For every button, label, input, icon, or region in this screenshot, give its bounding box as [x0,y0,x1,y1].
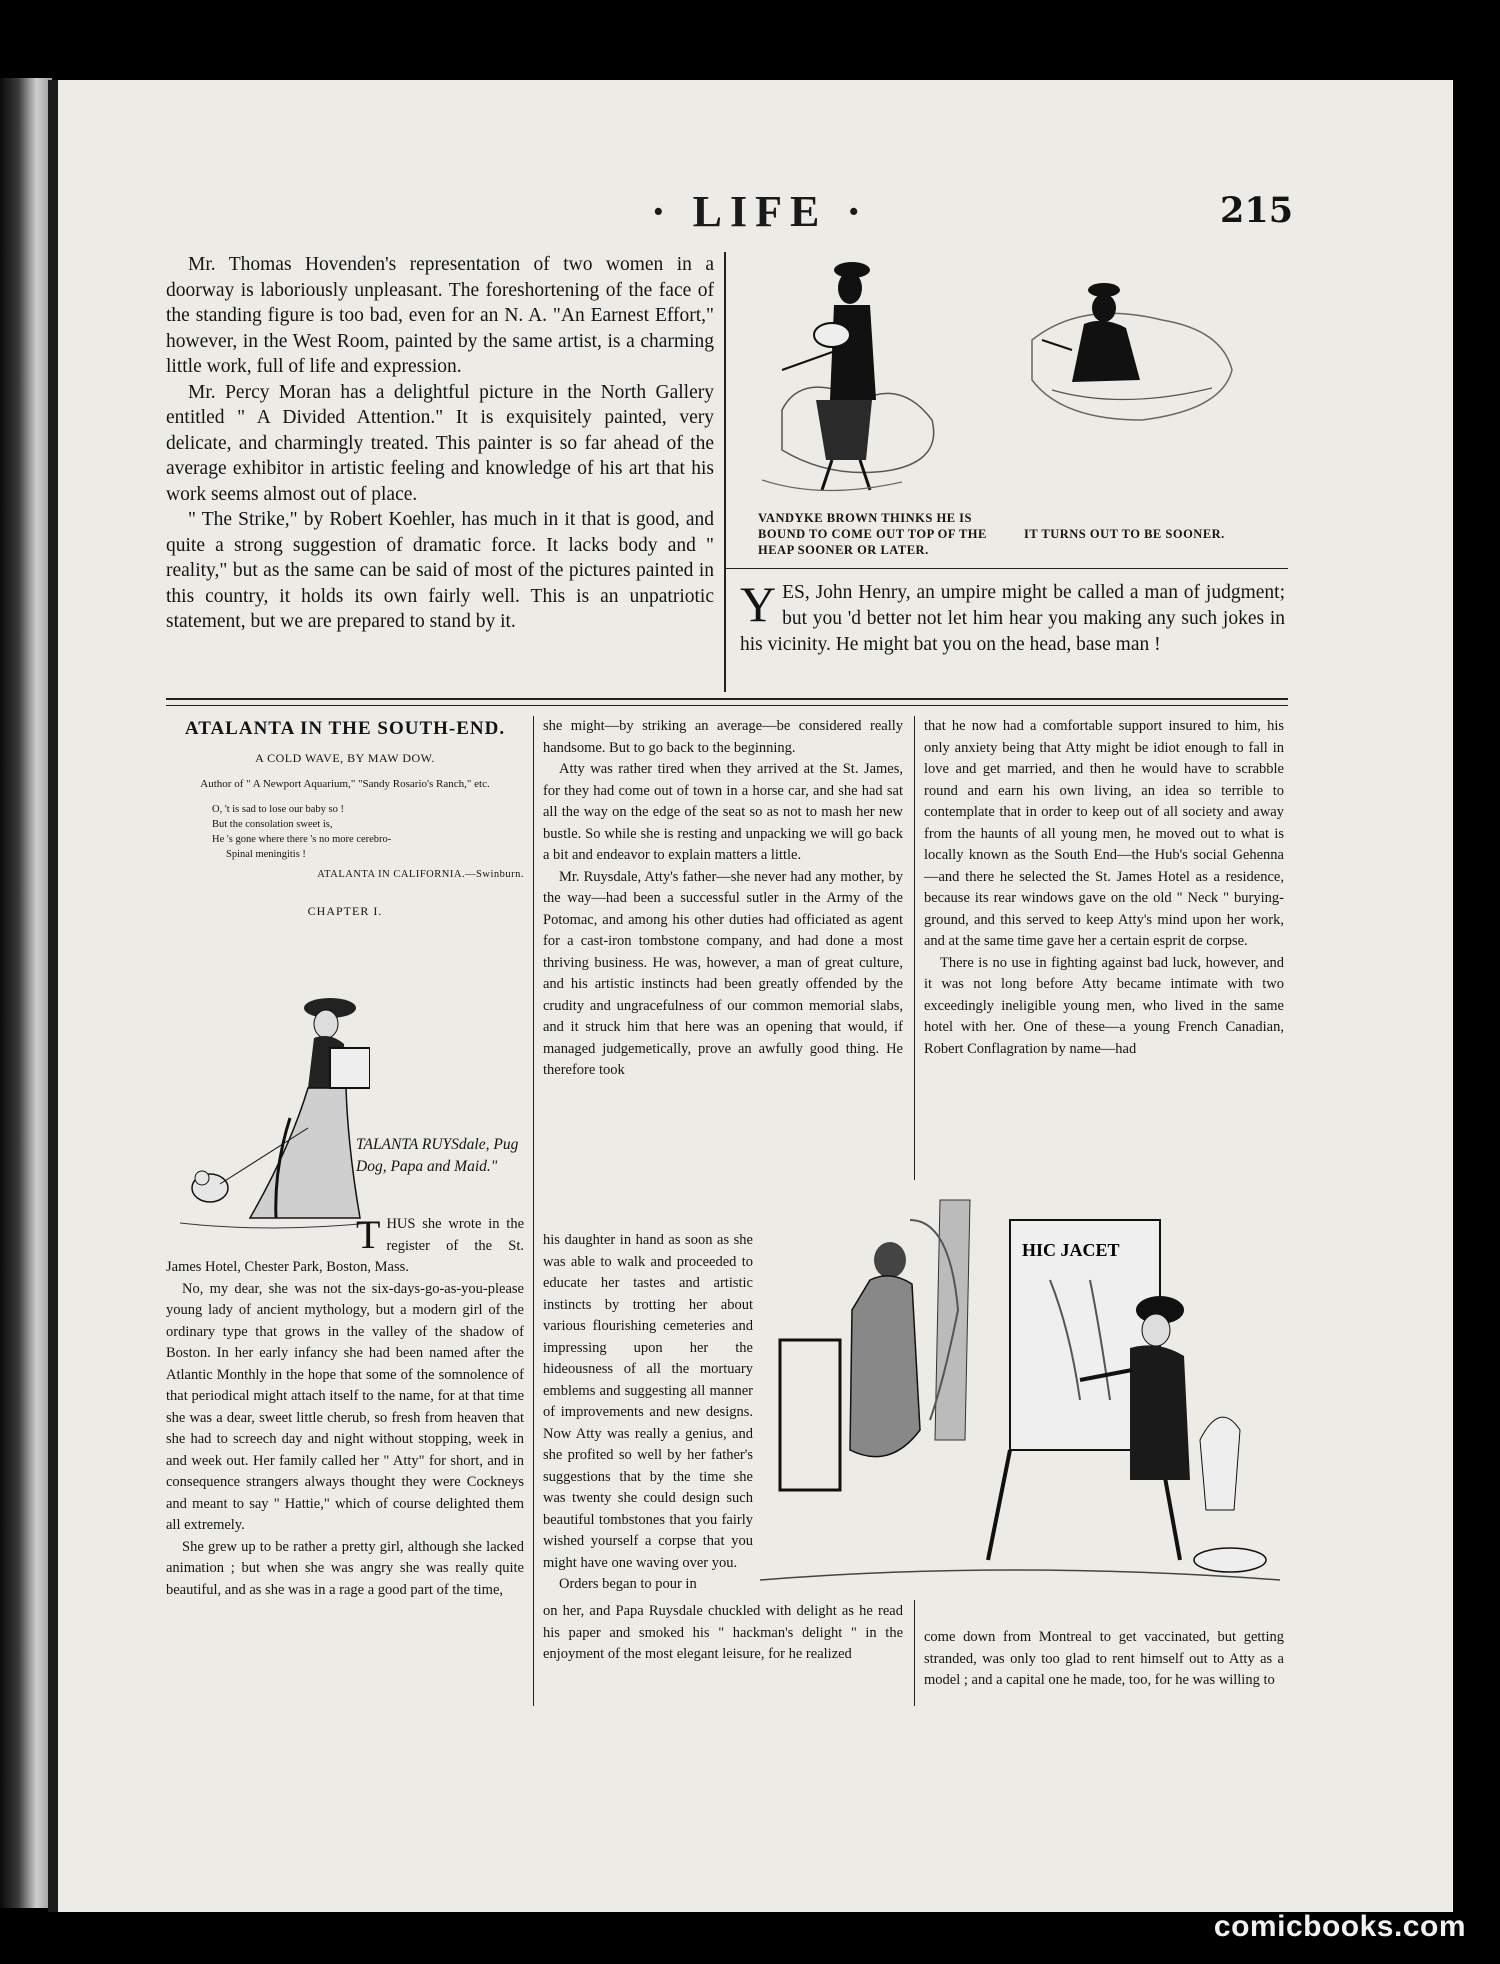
painter-cartoon [742,250,1282,510]
story-column-1-body [166,1214,524,1601]
drop-cap-y: Y [740,576,777,632]
story-paragraph: There is no use in fighting against bad luck, however, and it was not long before Atty became intimate with two exceedingly ineligible young men, who lived in the same hotel with her. One of these—a young French Canadian, Robert Conflagration by name—had [924,954,1284,1057]
author-credits: Author of " A Newport Aquarium," "Sandy Rosario's Ranch," etc. [200,777,490,790]
column-divider [533,716,534,1706]
epigraph-line: Spinal meningitis ! [226,848,306,860]
review-paragraph: " The Strike," by Robert Koehler, has much in it that is good, and quite a strong suggestion of dramatic force. It lacks body and " reality," but as the same can be said of most of the pictures painted in this country, it holds its own fairly well. This is an unpatriotic statement, but we are prepared to stand by it. [166,509,714,632]
site-watermark: comicbooks.com [1213,1910,1466,1943]
easel-sign: HIC JACET [1022,1240,1120,1260]
thus-paragraph [166,1214,524,1279]
story-paragraph: Orders began to pour in [559,1576,697,1592]
story-title: ATALANTA IN THE SOUTH-END. [184,718,506,739]
story-paragraph: on her, and Papa Ruysdale chuckled with delight as he read his paper and smoked his " hackman's delight " in the enjoyment of the most elegant leisure, for he realized [543,1603,903,1662]
masthead: · LIFE · [650,187,870,236]
umpire-joke-text: ES, John Henry, an umpire might be called a man of judgment; but you 'd better not let him hear you making any such jokes in his vicinity. He might bat you on the head, base man ! [740,582,1285,655]
story-paragraph: she might—by striking an average—be considered really handsome. But to go back to the beginning. [543,718,903,756]
facing-page-edge [0,78,52,1908]
cartoon-caption-right: IT TURNS OUT TO BE SOONER. [1024,527,1225,541]
epigraph-line: But the consolation sweet is, [212,818,333,830]
studio-illustration [760,1180,1280,1600]
umpire-joke [740,576,1285,658]
story-column-2 [543,716,903,1082]
story-paragraph: that he now had a comfortable support insured to him, his only anxiety being that Atty might be idiot enough to fall in love and get married, and then he would have to scrabble round and earn his own living, an idea so terrible to contemplate that in order to keep out of all society and away from the haunts of all young men, he moved out to what is locally known as the South End—the Hub's social Gehenna—and there he selected the St. James Hotel as a residence, because its rear windows gave on the old " Neck " burying-ground, and this served to keep Atty's mind upon her work, and at the same time gave her a certain esprit de corpse. [924,718,1284,949]
review-paragraph: Mr. Percy Moran has a delightful picture in the North Gallery entitled " A Divided Attention." It is exquisitely painted, very delicate, and charmingly treated. This painter is so far ahead of the average exhibitor in artistic feeling and knowledge of his art that his work seems almost out of place. [166,381,714,505]
story-column-2-bottom [543,1601,903,1666]
column-divider [724,252,726,692]
story-column-1 [166,716,524,923]
epigraph-source: ATALANTA IN CALIFORNIA.—Swinburn. [317,868,524,880]
illustration-caption: TALANTA RUYSdale, Pug Dog, Papa and Maid." [356,1136,519,1175]
review-paragraph: Mr. Thomas Hovenden's representation of two women in a doorway is laboriously unpleasant. The foreshortening of the face of the standing figure is too bad, even for an N. A. "An Earnest Effort," however, in the West Room, painted by the same artist, is a charming little work, full of life and expression. [166,254,714,377]
story-paragraph: She grew up to be rather a pretty girl, although she lacked animation ; but when she was angry she was really quite beautiful, and as she was in a rage a good part of the time, [166,1538,524,1598]
atalanta-illustration [180,978,370,1248]
story-column-3-bottom [924,1627,1284,1692]
caption-rule [726,568,1288,569]
thus-text: HUS she wrote in the register of the St. James Hotel, Chester Park, Boston, Mass. [166,1216,524,1275]
review-column [166,252,714,635]
section-rule-bottom [166,705,1288,706]
epigraph [212,802,524,862]
epigraph-line: O, 't is sad to lose our baby so ! [212,803,344,815]
story-column-2-narrow [543,1230,753,1596]
painter-illustration-left [762,262,934,491]
story-paragraph: Mr. Ruysdale, Atty's father—she never had any mother, by the way—had been a successful sutler in the Army of the Potomac, and among his other duties had officiated as agent for a cast-iron tombstone company, and had done a most thriving business. He was, however, a man of great culture, and his artistic instincts had been greatly offended by the crudity and ungracefulness of our common memorial slabs, and it struck him that here was an opening that would, if managed judgemetically, prove an awfully good thing. He therefore took [543,868,903,1078]
cartoon-caption-left: VANDYKE BROWN THINKS HE IS BOUND TO COME OUT TOP OF THE HEAP SOONER OR LATER. [758,511,987,557]
book-spine [48,80,58,1912]
chapter-heading: CHAPTER I. [307,904,383,918]
epigraph-line: He 's gone where there 's no more cerebro- [212,833,392,845]
section-rule-top [166,698,1288,700]
story-paragraph: his daughter in hand as soon as she was able to walk and proceeded to educate her tastes and artistic instincts by trotting her about various flourishing cemeteries and impressing upon her the hideousness of all the mortuary emblems and suggesting all manner of improvements and new designs. Now Atty was really a genius, and she profited so well by her father's suggestions that by the time she was twenty she could design such beautiful tombstones that you fairly wished yourself a corpse that you might have one waving over you. [543,1232,753,1571]
story-paragraph: Atty was rather tired when they arrived at the St. James, for they had come out of town in a horse car, and she had sat all the way on the edge of the seat so as not to mash her new bustle. So while she is resting and unpacking we will go back a bit and endeavor to explain matters a little. [543,761,903,863]
drop-cap-t: T [356,1212,381,1257]
story-column-3 [924,716,1284,1060]
story-subtitle: A COLD WAVE, BY MAW DOW. [255,751,435,765]
painter-illustration-right [1032,283,1232,420]
story-paragraph: No, my dear, she was not the six-days-go-as-you-please young lady of ancient mythology, but a modern girl of the ordinary type that grows in the valley of the shadow of Boston. In her early infancy she had been named after the Atlantic Monthly in the hope that some of the somnolence of that periodical might attach itself to the name, for at that time she was a dear, sweet little cherub, so fresh from heaven that she had to screech day and night without stopping, week in and week out. Her family called her " Atty" for short, and in consequence strangers always thought they were Cockneys and meant to say " Hattie," which of course delighted them all extremely. [166,1280,524,1533]
page-number: 215 [1220,190,1294,231]
story-paragraph: come down from Montreal to get vaccinated, but getting stranded, was only too glad to rent himself out to Atty as a model ; and a capital one he made, too, for he was willing to [924,1629,1284,1688]
